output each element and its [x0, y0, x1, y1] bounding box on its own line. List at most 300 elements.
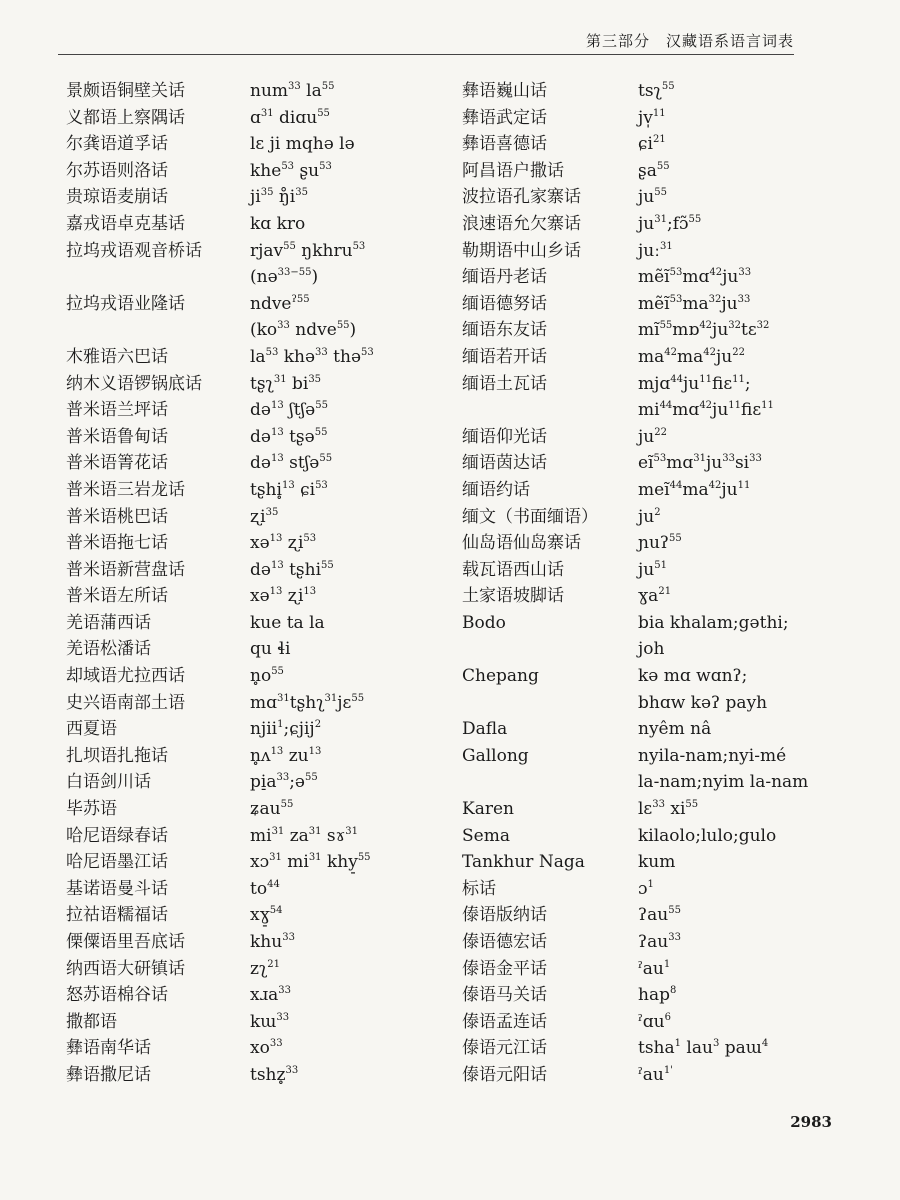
left-entry-row	[66, 184, 374, 211]
word-form: kum	[638, 852, 676, 873]
left-entry-row	[66, 158, 374, 185]
tone-superscript: 2	[314, 719, 322, 731]
word-form: $mi^{31}$ $za^{31}$ sɤ$^{31}$	[250, 825, 358, 846]
language-name: 傣语元江话	[462, 1038, 547, 1059]
tone-superscript: 31	[324, 692, 338, 704]
word-form: tʂhi̥$^{13}$ ɕi$^{53}$	[250, 479, 328, 500]
right-entry-row	[462, 291, 808, 318]
word-form: $to^{44}$	[250, 878, 280, 899]
right-entry-row	[462, 105, 808, 132]
tone-superscript: 53	[669, 267, 683, 279]
left-entry-row	[66, 344, 374, 371]
word-form: $ju^{22}$	[638, 426, 667, 447]
language-name: 羌语蒲西话	[66, 612, 151, 633]
language-name: 白语剑川话	[66, 772, 151, 793]
right-entry-row	[462, 716, 808, 743]
word-form: ˀau$^{1'}$	[638, 1064, 673, 1085]
word-form: khu$^{33}$	[250, 932, 295, 952]
left-entry-row	[66, 397, 374, 424]
tone-superscript: 33	[738, 267, 752, 279]
word-form: xɔ$^{31}$ $mi^{31}$ khy̠$^{55}$	[250, 852, 371, 873]
tone-superscript: 33	[282, 932, 295, 943]
language-name: 纳西语大研镇话	[66, 958, 185, 979]
right-entry-row	[462, 477, 808, 504]
tone-superscript: 53	[265, 346, 279, 358]
right-entry-row	[462, 557, 808, 584]
language-name: 阿昌语户撒话	[462, 160, 564, 181]
language-name: 傈僳语里吾底话	[66, 932, 185, 952]
word-form: joh	[638, 639, 665, 660]
tone-superscript: ʔ55	[291, 293, 310, 305]
language-name: 普米语桃巴话	[66, 506, 168, 527]
language-name: 史兴语南部土语	[66, 692, 185, 713]
language-name: Dafla	[462, 719, 508, 740]
tone-superscript: 13	[270, 453, 284, 465]
left-entry-row	[66, 78, 374, 105]
word-form: $eĩ^{53}mɑ^{31}ju^{33}si^{33}$	[638, 453, 762, 474]
word-form: də$^{13}$ ʃtʃə$^{55}$	[250, 400, 328, 421]
tone-superscript: 33	[749, 453, 762, 465]
language-name: Tankhur Naga	[462, 852, 585, 873]
language-name: 土家语坡脚话	[462, 586, 564, 607]
tone-superscript: 31	[260, 107, 274, 119]
right-entry-row	[462, 902, 808, 929]
tone-superscript: 32	[708, 293, 722, 305]
word-form: $mẽĩ^{53}ma^{32}ju^{33}$	[638, 293, 751, 314]
language-name: 缅语东友话	[462, 320, 547, 341]
tone-superscript: 31	[308, 852, 322, 864]
tone-superscript: 55	[321, 81, 335, 92]
language-name: 缅语仰光话	[462, 426, 547, 447]
word-form: ɔ$^1$	[638, 878, 654, 899]
right-entry-row	[462, 743, 808, 770]
language-name: 傣语孟连话	[462, 1011, 547, 1032]
language-name: 波拉语孔家寨话	[462, 187, 581, 208]
word-form: rjav$^{55}$ ŋkhru$^{53}$	[250, 240, 366, 261]
word-form: mɑ$^{31}$tʂhʅ$^{31}$jɛ$^{55}$	[250, 692, 365, 713]
word-form: khe$^{53}$ ʂu$^{53}$	[250, 160, 332, 181]
word-form: $pi̠a^{33};ə^{55}$	[250, 772, 318, 793]
left-entry-row	[66, 131, 374, 158]
language-name: 缅语丹老话	[462, 267, 547, 288]
tone-superscript: 44	[659, 400, 673, 412]
word-form: (nə$^{33-55}$)	[250, 267, 319, 288]
language-name: 普米语拖七话	[66, 533, 168, 554]
tone-superscript: 55	[659, 320, 673, 332]
tone-superscript: 33	[276, 772, 290, 784]
language-name: 彝语喜德话	[462, 134, 547, 155]
word-form: $mjɑ^{44}ju^{11}fiɛ^{11}$;	[638, 373, 751, 394]
left-entry-row	[66, 982, 374, 1009]
word-form: xə$^{13}$ ʐi$^{53}$	[250, 533, 317, 554]
language-name: Karen	[462, 799, 514, 820]
word-form: nyila-nam;nyi-mé	[638, 745, 787, 766]
left-entry-row	[66, 317, 374, 344]
language-name: 彝语南华话	[66, 1038, 151, 1059]
left-entry-row	[66, 238, 374, 265]
word-form: ˀɑu$^6$	[638, 1011, 671, 1032]
language-name: 彝语武定话	[462, 107, 547, 128]
tone-superscript: 4	[761, 1038, 769, 1050]
word-form: jv̩$^{11}$	[638, 107, 666, 128]
left-entry-row	[66, 105, 374, 132]
tone-superscript: 3	[712, 1038, 720, 1050]
right-entry-row	[462, 929, 808, 956]
tone-superscript: 55	[656, 160, 670, 172]
tone-superscript: 31	[308, 825, 322, 837]
right-entry-row	[462, 530, 808, 557]
right-entry-row	[462, 158, 808, 185]
word-form: xə$^{13}$ ʐi$^{13}$	[250, 586, 317, 607]
left-entry-row	[66, 583, 374, 610]
language-name: 撒都语	[66, 1011, 117, 1032]
tone-superscript: 11	[737, 479, 751, 491]
tone-superscript: 55	[280, 799, 294, 811]
language-name: 傣语马关话	[462, 985, 547, 1006]
word-form: də$^{13}$ stʃə$^{55}$	[250, 453, 333, 474]
tone-superscript: 51	[654, 559, 667, 571]
tone-superscript: 42	[703, 346, 716, 358]
right-entry-row	[462, 78, 808, 105]
left-entry-row	[66, 796, 374, 823]
language-name: 缅语茵达话	[462, 453, 547, 474]
word-form: juː$^{31}$	[638, 240, 673, 261]
left-entry-row	[66, 291, 374, 318]
left-entry-row	[66, 929, 374, 956]
tone-superscript: 42	[699, 400, 713, 412]
tone-superscript: 55	[314, 426, 328, 438]
left-entry-row	[66, 849, 374, 876]
tone-superscript: 44	[670, 373, 684, 385]
tone-superscript: 21	[658, 586, 672, 598]
word-form: $ju^2$	[638, 506, 661, 527]
tone-superscript: 1	[663, 958, 671, 970]
tone-superscript: 8	[669, 985, 677, 997]
tone-superscript: 53	[281, 160, 295, 172]
language-name: 扎坝语扎拖话	[66, 745, 168, 766]
running-header	[58, 30, 794, 55]
language-name: 哈尼语墨江话	[66, 852, 168, 873]
word-form: $ma^{42}ma^{42}ju^{22}$	[638, 346, 745, 367]
right-entry-row	[462, 504, 808, 531]
right-entry-row	[462, 610, 808, 637]
word-form: tshz̥$^{33}$	[250, 1064, 299, 1085]
left-entry-row	[66, 264, 374, 291]
tone-superscript: 1'	[663, 1064, 673, 1076]
right-entry-row	[462, 264, 808, 291]
word-form: $mẽĩ^{53}mɑ^{42}ju^{33}$	[638, 267, 752, 288]
right-entry-row	[462, 184, 808, 211]
language-name: 普米语三岩龙话	[66, 479, 185, 500]
language-name: 嘉戎语卓克基话	[66, 213, 185, 234]
tone-superscript: 44	[669, 479, 683, 491]
tone-superscript: 31	[659, 240, 673, 252]
word-form: xɣ̠$^{54}$	[250, 905, 283, 926]
language-name: 彝语撒尼话	[66, 1064, 151, 1085]
left-entry-row	[66, 716, 374, 743]
left-entry-row	[66, 477, 374, 504]
language-name: 普米语新营盘话	[66, 559, 185, 580]
tone-superscript: 33	[652, 799, 665, 811]
page-number: 2983	[790, 1113, 832, 1131]
right-entry-row	[462, 796, 808, 823]
word-form: $ji^{35}$ $ŋ̊i^{35}$	[250, 187, 308, 208]
tone-superscript: 21	[267, 958, 280, 970]
left-entry-row	[66, 769, 374, 796]
tone-superscript: 11	[761, 400, 774, 412]
left-entry-row	[66, 424, 374, 451]
tone-superscript: 33	[722, 453, 735, 465]
left-entry-row	[66, 610, 374, 637]
word-form: kɯ$^{33}$	[250, 1011, 290, 1032]
language-name: 普米语左所话	[66, 586, 168, 607]
word-form: ʂa$^{55}$	[638, 160, 670, 181]
word-form: $ju^{51}$	[638, 559, 667, 580]
language-name: Gallong	[462, 745, 529, 766]
tone-superscript: 35	[265, 506, 279, 518]
left-entry-row	[66, 690, 374, 717]
tone-superscript: 31	[273, 373, 287, 385]
tone-superscript: 32	[728, 320, 742, 332]
tone-superscript: 42	[708, 479, 722, 491]
tone-superscript: 11	[652, 107, 666, 119]
tone-superscript: 55	[315, 400, 328, 412]
language-name: Bodo	[462, 612, 506, 633]
right-entry-row	[462, 211, 808, 238]
word-form: ʐi$^{35}$	[250, 506, 279, 527]
language-name: 傣语版纳话	[462, 905, 547, 926]
tone-superscript: 31	[693, 453, 706, 465]
tone-superscript: 33	[668, 932, 681, 943]
tone-superscript: 55	[357, 852, 371, 864]
left-entry-row	[66, 504, 374, 531]
tone-superscript: 6	[664, 1011, 671, 1023]
right-entry-row	[462, 344, 808, 371]
left-entry-row	[66, 450, 374, 477]
word-form: də$^{13}$ tʂhi$^{55}$	[250, 559, 334, 580]
word-form: kue ta la	[250, 612, 325, 633]
tone-superscript: 31	[277, 692, 290, 704]
tone-superscript: 55	[688, 213, 702, 225]
word-form: ˀau$^1$	[638, 958, 671, 979]
right-entry-row	[462, 1035, 808, 1062]
word-form: hap$^8$	[638, 985, 677, 1006]
left-entry-row	[66, 371, 374, 398]
tone-superscript: 11	[728, 400, 742, 412]
language-name: 缅语德努话	[462, 293, 547, 314]
tone-superscript: 35	[295, 187, 308, 199]
right-entry-row	[462, 636, 808, 663]
tone-superscript: 33	[288, 81, 301, 92]
word-form: ʔau$^{33}$	[638, 932, 681, 952]
tone-superscript: 2	[654, 506, 661, 518]
language-name: 缅文（书面缅语）	[462, 506, 598, 527]
left-entry-row	[66, 663, 374, 690]
tone-superscript: 22	[732, 346, 745, 358]
right-entry-row	[462, 690, 808, 717]
left-entry-row	[66, 1062, 374, 1089]
tone-superscript: 35	[260, 187, 274, 199]
tone-superscript: 33	[737, 293, 751, 305]
left-entry-row	[66, 876, 374, 903]
tone-superscript: 31	[269, 852, 282, 864]
word-form: tsha$^1$ lau$^3$ paɯ$^4$	[638, 1038, 769, 1059]
tone-superscript: 33	[277, 320, 290, 332]
tone-superscript: 55	[271, 666, 284, 678]
word-form: num$^{33}$ $la^{55}$	[250, 81, 335, 101]
tone-superscript: 55	[336, 320, 350, 332]
tone-superscript: 44	[267, 878, 280, 890]
left-entry-row	[66, 902, 374, 929]
right-entry-row	[462, 769, 808, 796]
right-entry-row	[462, 1009, 808, 1036]
tone-superscript: 53	[361, 346, 374, 358]
left-entry-row	[66, 530, 374, 557]
tone-superscript: 33	[278, 985, 291, 997]
right-entry-row	[462, 238, 808, 265]
tone-superscript: 42	[664, 346, 677, 358]
left-column	[66, 78, 374, 1089]
tone-superscript: 33−55	[277, 267, 312, 279]
word-form: kɑ kro	[250, 213, 306, 234]
tone-superscript: 31	[654, 213, 667, 225]
left-entry-row	[66, 1009, 374, 1036]
tone-superscript: 53	[653, 453, 667, 465]
word-form: tʂʅ$^{31}$ $bi^{35}$	[250, 373, 322, 394]
word-form: njii$^1$;ɕjij$^2$	[250, 719, 322, 740]
left-entry-row	[66, 557, 374, 584]
tone-superscript: 33	[276, 1011, 290, 1023]
left-entry-row	[66, 636, 374, 663]
language-name: 尔龚语道孚话	[66, 134, 168, 155]
language-name: 景颇语铜壁关话	[66, 81, 185, 101]
right-entry-row	[462, 371, 808, 398]
tone-superscript: 31	[345, 825, 358, 837]
tone-superscript: 55	[351, 692, 365, 704]
tone-superscript: 55	[283, 240, 296, 252]
language-name: 标话	[462, 878, 496, 899]
left-entry-row	[66, 743, 374, 770]
word-form: $la^{53}$ khə$^{33}$ thə$^{53}$	[250, 346, 374, 367]
tone-superscript: 55	[661, 81, 675, 92]
language-name: 木雅语六巴话	[66, 346, 168, 367]
tone-superscript: 35	[308, 373, 322, 385]
tone-superscript: 55	[321, 559, 334, 571]
language-name: 西夏语	[66, 719, 117, 740]
tone-superscript: 33	[285, 1064, 299, 1076]
tone-superscript: 55	[317, 107, 330, 119]
tone-superscript: 13	[270, 559, 284, 571]
tone-superscript: 53	[303, 533, 317, 545]
word-form: $mĩ^{55}mɒ^{42}ju^{32}tɛ^{32}$	[638, 320, 770, 341]
right-entry-row	[462, 450, 808, 477]
word-form: tsʅ$^{55}$	[638, 81, 675, 101]
language-name: 缅语约话	[462, 479, 530, 500]
word-form: bia khalam;gəthi;	[638, 612, 789, 633]
word-form: ndve$^{ʔ55}$	[250, 293, 310, 314]
language-name: 拉祜语糯福话	[66, 905, 168, 926]
word-form: ɲuʔ$^{55}$	[638, 533, 682, 554]
language-name: 基诺语曼斗话	[66, 878, 168, 899]
language-name: 缅语若开话	[462, 346, 547, 367]
word-form: $xo^{33}$	[250, 1038, 283, 1059]
word-form: ɣa$^{21}$	[638, 586, 672, 607]
tone-superscript: 42	[709, 267, 723, 279]
word-form: xɹa$^{33}$	[250, 985, 291, 1006]
word-form: ($ko^{33}$ ndve$^{55}$)	[250, 320, 357, 341]
word-form: n̥ʌ$^{13}$ $zu^{13}$	[250, 745, 322, 766]
word-form: qu ɬi	[250, 639, 291, 660]
tone-superscript: 53	[319, 160, 332, 172]
word-form: ɕi$^{21}$	[638, 134, 666, 155]
tone-superscript: 55	[669, 533, 682, 545]
language-name: 勒期语中山乡话	[462, 240, 581, 261]
word-form: ɑ$^{31}$ diɑu$^{55}$	[250, 107, 330, 128]
word-form: zʅ$^{21}$	[250, 958, 280, 979]
language-name: Chepang	[462, 666, 539, 687]
tone-superscript: 31	[271, 825, 285, 837]
language-name: 拉坞戎语观音桥话	[66, 240, 202, 261]
right-entry-row	[462, 823, 808, 850]
tone-superscript: 55	[685, 799, 699, 811]
language-name: 毕苏语	[66, 799, 117, 820]
language-name: 仙岛语仙岛寨话	[462, 533, 581, 554]
tone-superscript: 55	[305, 772, 318, 784]
language-name: 浪速语允欠寨话	[462, 213, 581, 234]
right-entry-row	[462, 583, 808, 610]
language-name: 载瓦语西山话	[462, 559, 564, 580]
word-form: $ju^{55}$	[638, 187, 667, 208]
tone-superscript: 11	[699, 373, 712, 385]
word-form: ʑau$^{55}$	[250, 799, 294, 820]
language-name: 哈尼语绿春话	[66, 825, 168, 846]
left-entry-row	[66, 1035, 374, 1062]
language-name: 纳木义语锣锅底话	[66, 373, 202, 394]
right-column	[462, 78, 808, 1089]
word-form: bhɑw kəʔ payh	[638, 692, 768, 713]
tone-superscript: 33	[269, 1038, 283, 1050]
language-name: 却域语尤拉西话	[66, 666, 185, 687]
tone-superscript: 55	[319, 453, 333, 465]
left-entry-row	[66, 956, 374, 983]
tone-superscript: 53	[315, 479, 328, 491]
language-name: 彝语巍山话	[462, 81, 547, 101]
tone-superscript: 1	[674, 1038, 682, 1050]
tone-superscript: 13	[308, 745, 322, 757]
tone-superscript: 53	[669, 293, 683, 305]
tone-superscript: 55	[668, 905, 681, 917]
word-form: nyêm nâ	[638, 719, 712, 740]
tone-superscript: 32	[756, 320, 770, 332]
tone-superscript: 13	[269, 533, 283, 545]
tone-superscript: 1	[647, 878, 654, 890]
right-entry-row	[462, 876, 808, 903]
word-form: lɛ$^{33}$ $xi^{55}$	[638, 799, 699, 820]
language-name: 尔苏语则洛话	[66, 160, 168, 181]
language-name: 傣语元阳话	[462, 1064, 547, 1085]
tone-superscript: 42	[699, 320, 713, 332]
word-form: la-nam;nyim la-nam	[638, 772, 809, 793]
tone-superscript: 53	[352, 240, 366, 252]
tone-superscript: 21	[652, 134, 666, 146]
word-form: ʔau$^{55}$	[638, 905, 681, 926]
word-form: lɛ ji mqhə lə	[250, 134, 355, 155]
language-name: 傣语德宏话	[462, 932, 547, 952]
tone-superscript: 55	[654, 187, 667, 199]
tone-superscript: 13	[270, 426, 284, 438]
language-name: Sema	[462, 825, 510, 846]
right-entry-row	[462, 424, 808, 451]
